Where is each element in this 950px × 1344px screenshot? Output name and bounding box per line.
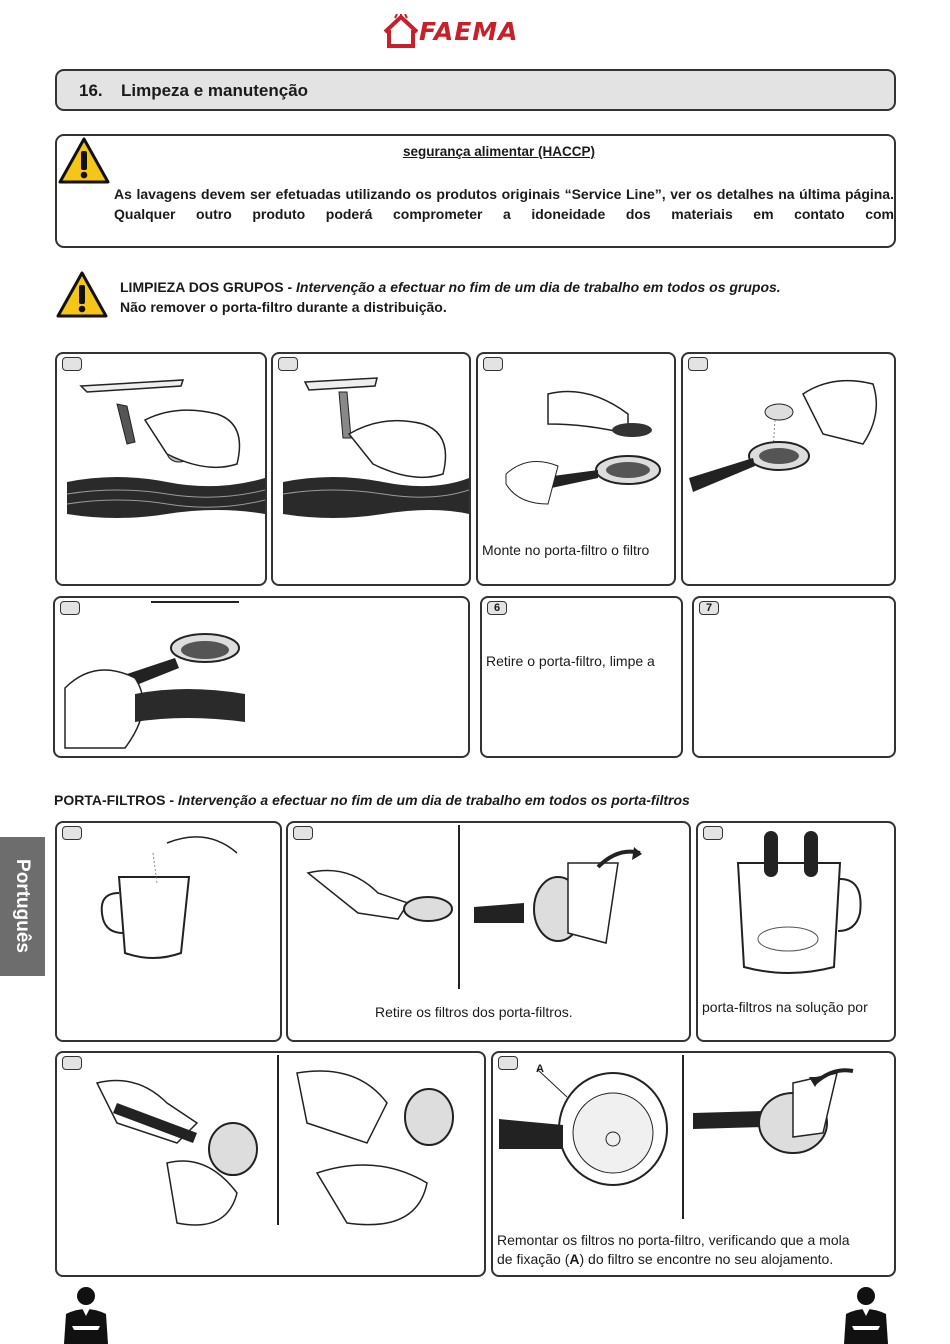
section-title: Limpeza e manutenção (121, 81, 309, 100)
step-panel-1 (55, 352, 267, 586)
step-badge (60, 601, 80, 615)
brand-logo (383, 14, 568, 50)
warning-triangle-icon (57, 136, 111, 186)
step-caption-line2 (497, 1250, 833, 1269)
brand-name: FAEMA (419, 17, 519, 46)
pf-panel-5 (491, 1051, 896, 1277)
porta-filtros-italic: Intervenção a efectuar no fim de um dia de trabalho em todos os porta-filtros (177, 792, 690, 808)
portafilter-insert-illustration (55, 598, 468, 756)
filter-reassemble-illustration (493, 1053, 894, 1223)
language-label: Português (12, 859, 33, 953)
groups-label: LIMPIEZA DOS GRUPOS - (120, 279, 297, 295)
haccp-text: As lavagens devem ser efetuadas utilizando os produtos originais “Service Line”, ver os detalhes na última página. Qualquer outro produto poderá comprometer a idoneidade dos materiais em contato com (114, 186, 894, 222)
step-badge (703, 826, 723, 840)
panel-divider (682, 1055, 684, 1219)
pf-panel-2 (286, 821, 691, 1042)
step-badge (293, 826, 313, 840)
caption-pre: de fixação ( (497, 1251, 570, 1267)
step-panel-4 (681, 352, 896, 586)
step-panel-3 (476, 352, 676, 586)
step-caption-line1: Remontar os filtros no porta-filtro, verificando que a mola (497, 1232, 850, 1248)
groups-italic: Intervenção a efectuar no fim de um dia de trabalho em todos os grupos. (296, 279, 781, 295)
language-tab (0, 837, 45, 976)
step-panel-7 (692, 596, 896, 758)
step-badge (62, 357, 82, 371)
step-caption: Monte no porta-filtro o filtro (482, 542, 650, 558)
waiter-icon (834, 1286, 898, 1344)
group-brush-illustration (57, 354, 265, 584)
step-badge (278, 357, 298, 371)
step-caption: Retire os filtros dos porta-filtros. (375, 1004, 573, 1020)
step-panel-5 (53, 596, 470, 758)
filter-clean-illustration (57, 1053, 484, 1275)
haccp-notice (55, 134, 896, 248)
step-badge: 7 (699, 601, 719, 615)
porta-filtros-label: PORTA-FILTROS - (54, 792, 178, 808)
warning-triangle-icon (55, 270, 109, 320)
jug-soak-illustration (698, 823, 894, 993)
pf-panel-1 (55, 821, 282, 1042)
jug-detergent-illustration (57, 823, 280, 1040)
portafilter-detergent-illustration (683, 354, 894, 534)
section-number: 16. (79, 81, 103, 100)
panel-divider (277, 1055, 279, 1225)
step-panel-6 (480, 596, 683, 758)
portafilter-blind-filter-illustration (478, 354, 674, 534)
step-caption: porta-filtros na solução por (702, 999, 868, 1015)
step-badge (483, 357, 503, 371)
groups-cleaning-text (120, 277, 781, 317)
haccp-title: segurança alimentar (HACCP) (403, 144, 596, 159)
pf-panel-3 (696, 821, 896, 1042)
group-brush-illustration (273, 354, 469, 584)
callout-label: A (536, 1063, 544, 1075)
step-badge (62, 826, 82, 840)
step-badge (688, 357, 708, 371)
panel-divider (458, 825, 460, 989)
step-panel-2 (271, 352, 471, 586)
step-badge (498, 1056, 518, 1070)
step-badge: 6 (487, 601, 507, 615)
faema-logo-roof-icon (383, 14, 419, 48)
step-caption: Retire o porta-filtro, limpe a (486, 653, 655, 669)
pf-panel-4 (55, 1051, 486, 1277)
groups-line2: Não remover o porta-filtro durante a distribuição. (120, 299, 447, 315)
waiter-icon (54, 1286, 118, 1344)
caption-post: ) do filtro se encontre no seu alojamento. (579, 1251, 834, 1267)
step-badge (62, 1056, 82, 1070)
porta-filtros-text (54, 792, 690, 808)
section-header (55, 69, 896, 111)
caption-bold: A (569, 1251, 580, 1267)
